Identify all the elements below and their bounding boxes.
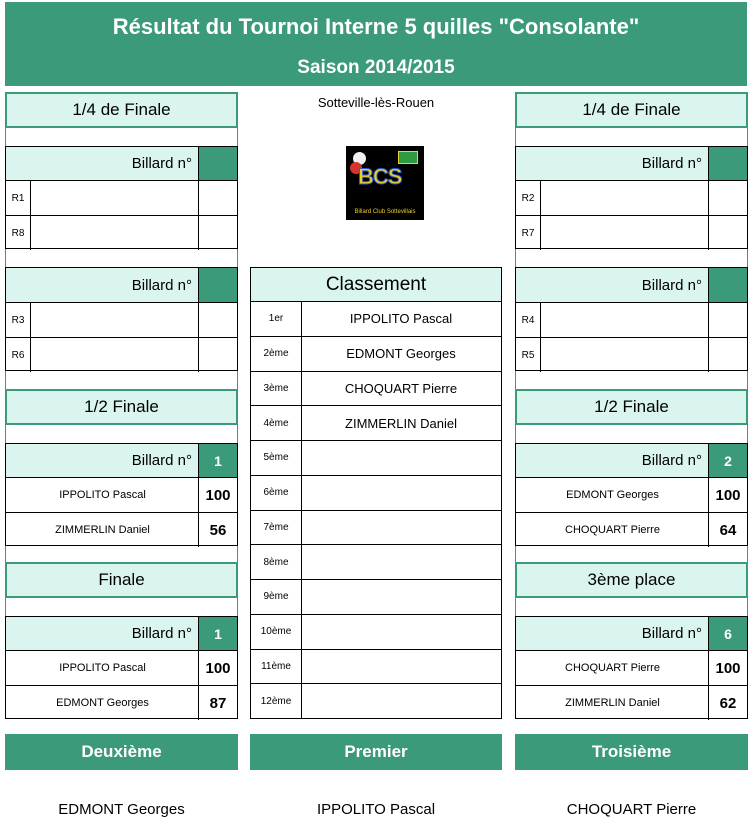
left-quarter-match-1 [5, 146, 238, 249]
rank-row [251, 406, 501, 441]
player-name [30, 181, 199, 215]
rank-row [251, 545, 501, 580]
rank-row [251, 441, 501, 476]
player-name [540, 338, 709, 372]
right-semi-match [515, 443, 748, 546]
player-row [6, 686, 237, 720]
left-quarter-title: 1/4 de Finale [5, 92, 238, 128]
rank-name: IPPOLITO Pascal [349, 311, 453, 327]
rank-row [251, 615, 501, 650]
match-header [6, 147, 237, 181]
third-place-match [515, 616, 748, 719]
rank-row [251, 580, 501, 615]
right-quarter-match-1 [515, 146, 748, 249]
match-header [6, 268, 237, 303]
page-title: Résultat du Tournoi Interne 5 quilles "Consolante" [112, 14, 640, 39]
rank-name [301, 476, 501, 510]
right-semi-title: 1/2 Finale [515, 389, 748, 425]
seed-label: R1 [6, 181, 31, 215]
third-place-title: 3ème place [515, 562, 748, 598]
rank-name [301, 684, 501, 719]
rank-name: CHOQUART Pierre [344, 380, 458, 396]
player-score [198, 338, 237, 372]
rank-label: 7ème [251, 511, 302, 545]
second-place-label: Deuxième [5, 734, 238, 770]
player-row [6, 181, 237, 216]
first-place-label: Premier [250, 734, 502, 770]
player-name: EDMONT Georges [566, 489, 659, 501]
player-name: IPPOLITO Pascal [59, 662, 146, 674]
player-score [708, 303, 747, 337]
rank-label: 10ème [251, 615, 302, 649]
right-quarter-match-2 [515, 267, 748, 371]
spacer [515, 371, 748, 389]
final-title: Finale [5, 562, 238, 598]
city-label: Sotteville-lès-Rouen [317, 95, 435, 110]
player-name: EDMONT Georges [56, 697, 149, 709]
spacer [515, 546, 748, 562]
table-icon [398, 151, 418, 164]
spacer [515, 128, 748, 146]
billard-number: 6 [708, 617, 747, 650]
player-row [6, 513, 237, 547]
rank-name: ZIMMERLIN Daniel [345, 415, 457, 431]
logo-text: BCS [358, 164, 402, 189]
match-header [6, 617, 237, 651]
player-name: CHOQUART Pierre [565, 662, 660, 674]
third-place-name: CHOQUART Pierre [566, 801, 697, 818]
billard-label: Billard n° [131, 625, 192, 642]
club-logo [346, 146, 424, 220]
spacer [515, 598, 748, 616]
player-name: CHOQUART Pierre [565, 524, 660, 536]
player-row [516, 651, 747, 686]
player-row [6, 478, 237, 513]
second-place-name: EDMONT Georges [58, 801, 185, 818]
rank-row [251, 337, 501, 372]
match-header [6, 444, 237, 478]
billard-label: Billard n° [641, 155, 702, 172]
season-subtitle: Saison 2014/2015 [297, 57, 455, 78]
player-row [516, 478, 747, 513]
billard-number: 1 [198, 617, 237, 650]
rank-row [251, 302, 501, 337]
rank-row [251, 684, 501, 719]
player-row [516, 338, 747, 372]
player-score [198, 303, 237, 337]
player-row [516, 513, 747, 547]
seed-label: R6 [6, 338, 31, 372]
player-score: 62 [708, 686, 747, 720]
spacer [5, 371, 238, 389]
rank-name [301, 511, 501, 545]
billard-label: Billard n° [641, 625, 702, 642]
billard-number [198, 147, 237, 180]
player-score: 100 [198, 478, 237, 512]
final-match [5, 616, 238, 719]
player-score: 87 [198, 686, 237, 720]
player-row [6, 338, 237, 372]
player-name: ZIMMERLIN Daniel [565, 697, 660, 709]
rank-label: 1er [251, 302, 302, 336]
billard-number [708, 147, 747, 180]
player-name [30, 338, 199, 372]
match-header [516, 147, 747, 181]
left-quarter-match-2 [5, 267, 238, 371]
player-name [540, 181, 709, 215]
billard-label: Billard n° [131, 155, 192, 172]
logo-subtitle: Billard Club Sottevillais [354, 209, 416, 215]
match-header [516, 444, 747, 478]
player-name [30, 216, 199, 250]
billard-label: Billard n° [131, 452, 192, 469]
player-row [6, 303, 237, 338]
rank-name [301, 580, 501, 614]
rank-label: 9ème [251, 580, 302, 614]
rank-label: 6ème [251, 476, 302, 510]
player-score [708, 216, 747, 250]
seed-label: R5 [516, 338, 541, 372]
spacer [5, 546, 238, 562]
rank-label: 11ème [251, 650, 302, 684]
spacer [515, 249, 748, 267]
match-header [516, 268, 747, 303]
rank-name [301, 441, 501, 475]
player-row [6, 651, 237, 686]
billard-number [708, 268, 747, 302]
seed-label: R2 [516, 181, 541, 215]
title-banner [5, 2, 747, 86]
billard-label: Billard n° [641, 452, 702, 469]
rank-label: 5ème [251, 441, 302, 475]
player-row [516, 303, 747, 338]
player-score [708, 338, 747, 372]
spacer [5, 598, 238, 616]
spacer [5, 249, 238, 267]
spacer [515, 425, 748, 443]
left-semi-match [5, 443, 238, 546]
seed-label: R3 [6, 303, 31, 337]
classement-title: Classement [250, 267, 502, 302]
billard-label: Billard n° [131, 276, 192, 294]
rank-row [251, 476, 501, 511]
rank-label: 2ème [251, 337, 302, 371]
player-score: 64 [708, 513, 747, 547]
seed-label: R4 [516, 303, 541, 337]
seed-label: R8 [6, 216, 31, 250]
first-place-name: IPPOLITO Pascal [316, 801, 436, 818]
player-score: 100 [198, 651, 237, 685]
billard-number: 1 [198, 444, 237, 477]
player-name [540, 303, 709, 337]
rank-name [301, 615, 501, 649]
player-row [516, 686, 747, 720]
rank-name: EDMONT Georges [346, 346, 456, 362]
player-row [6, 216, 237, 250]
third-place-label: Troisième [515, 734, 748, 770]
player-score [198, 181, 237, 215]
right-quarter-title: 1/4 de Finale [515, 92, 748, 128]
rank-name [301, 650, 501, 684]
player-name [30, 303, 199, 337]
player-row [516, 181, 747, 216]
spacer [5, 425, 238, 443]
player-name: IPPOLITO Pascal [59, 489, 146, 501]
left-semi-title: 1/2 Finale [5, 389, 238, 425]
rank-row [251, 372, 501, 407]
spacer [5, 128, 238, 146]
player-name [540, 216, 709, 250]
match-header [516, 617, 747, 651]
seed-label: R7 [516, 216, 541, 250]
player-score: 100 [708, 651, 747, 685]
classement-table [250, 302, 502, 719]
rank-label: 4ème [251, 406, 302, 440]
player-score: 100 [708, 478, 747, 512]
player-score [198, 216, 237, 250]
rank-row [251, 511, 501, 546]
player-score: 56 [198, 513, 237, 547]
rank-name [301, 545, 501, 579]
player-score [708, 181, 747, 215]
billard-number [198, 268, 237, 302]
billard-number: 2 [708, 444, 747, 477]
rank-label: 3ème [251, 372, 302, 406]
billard-label: Billard n° [641, 276, 702, 294]
player-name: ZIMMERLIN Daniel [55, 524, 150, 536]
player-row [516, 216, 747, 250]
rank-label: 12ème [251, 684, 302, 719]
rank-label: 8ème [251, 545, 302, 579]
rank-row [251, 650, 501, 685]
